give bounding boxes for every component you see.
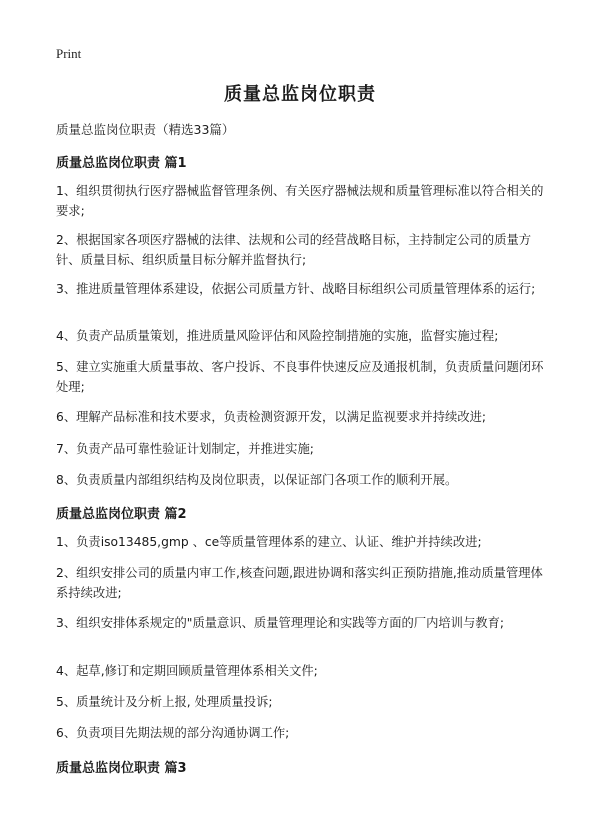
list-item: 2、组织安排公司的质量内审工作,核查问题,跟进协调和落实纠正预防措施,推动质量管理体系持续改进;: [56, 566, 543, 600]
list-item: 8、负责质量内部组织结构及岗位职责，以保证部门各项工作的顺利开展。: [56, 473, 458, 487]
list-item: 1、负责iso13485,gmp 、ce等质量管理体系的建立、认证、维护并持续改进;: [56, 535, 482, 549]
list-item: 6、理解产品标准和技术要求，负责检测资源开发，以满足监视要求并持续改进;: [56, 410, 487, 424]
list-item: 6、负责项目先期法规的部分沟通协调工作;: [56, 726, 290, 740]
section-heading-3: 质量总监岗位职责 篇3: [56, 761, 187, 776]
list-item: 5、质量统计及分析上报, 处理质量投诉;: [56, 695, 273, 709]
list-item: 5、建立实施重大质量事故、客户投诉、不良事件快速反应及通报机制，负责质量问题闭环处理;: [56, 360, 544, 394]
section-heading-2: 质量总监岗位职责 篇2: [56, 507, 187, 522]
section-heading-1: 质量总监岗位职责 篇1: [56, 156, 187, 171]
list-item: 2、根据国家各项医疗器械的法律、法规和公司的经营战略目标，主持制定公司的质量方针、质量目标、组织质量目标分解并监督执行;: [56, 233, 532, 267]
page-title: 质量总监岗位职责: [224, 84, 376, 105]
print-label[interactable]: Print: [56, 46, 82, 61]
list-item: 1、组织贯彻执行医疗器械监督管理条例、有关医疗器械法规和质量管理标准以符合相关的要求;: [56, 184, 544, 218]
list-item: 3、推进质量管理体系建设，依据公司质量方针、战略目标组织公司质量管理体系的运行;: [56, 282, 536, 296]
list-item: 4、起草,修订和定期回顾质量管理体系相关文件;: [56, 664, 318, 678]
list-item: 4、负责产品质量策划，推进质量风险评估和风险控制措施的实施，监督实施过程;: [56, 329, 499, 343]
document-subtitle: 质量总监岗位职责（精选33篇）: [56, 122, 235, 137]
list-item: 7、负责产品可靠性验证计划制定，并推进实施;: [56, 442, 314, 456]
list-item: 3、组织安排体系规定的"质量意识、质量管理理论和实践等方面的厂内培训与教育;: [56, 616, 505, 630]
